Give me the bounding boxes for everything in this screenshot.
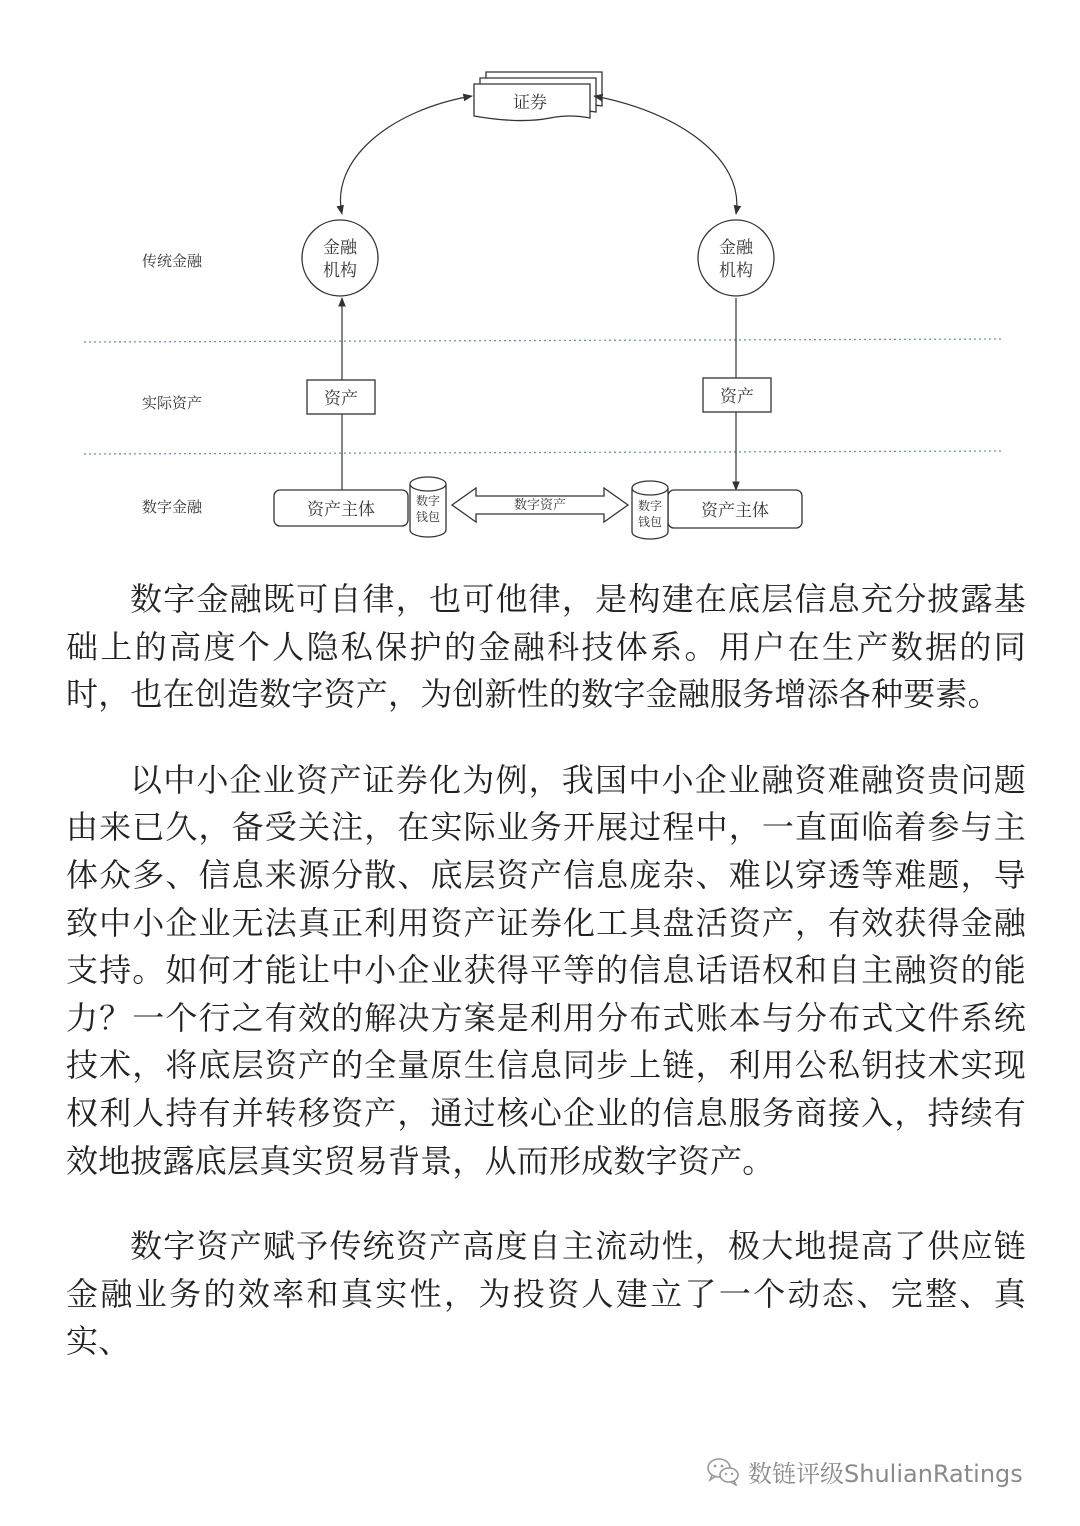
paragraph-2: 以中小企业资产证券化为例，我国中小企业融资难融资贵问题由来已久，备受关注，在实际业务开展过程中，一直面临着参与主体众多、信息来源分散、底层资产信息庞杂、难以穿透等难题，导致中小企业无法真正利用资产证券化工具盘活资产，有效获得金融支持。如何才能让中小企业获得平等的信息话语权和自主融资的能力？一个行之有效的解决方案是利用分布式账本与分布式文件系统技术，将底层资产的全量原生信息同步上链，利用公私钥技术实现权利人持有并转移资产，通过核心企业的信息服务商接入，持续有效地披露底层真实贸易背景，从而形成数字资产。: [66, 760, 1026, 1180]
left-entity-label: 资产主体: [307, 500, 375, 520]
right-curve-arrow: [594, 96, 737, 214]
left-curve-arrow: [340, 96, 472, 214]
right-institution-label-line2: 机构: [719, 261, 753, 281]
securities-label: 证券: [513, 93, 547, 113]
left-institution-circle: [302, 220, 378, 296]
article-body: [66, 576, 1026, 1366]
watermark-text: 数链评级ShulianRatings: [748, 1459, 1023, 1488]
right-wallet-label-line2: 钱包: [637, 515, 663, 529]
layer-label-traditional: 传统金融: [142, 252, 203, 270]
left-wallet-label-line1: 数字: [415, 494, 441, 508]
left-institution-label-line2: 机构: [323, 261, 357, 281]
right-institution-circle: [698, 220, 774, 296]
left-institution-label-line1: 金融: [323, 238, 357, 258]
layer-label-digital: 数字金融: [142, 498, 203, 516]
watermark: [706, 1454, 1023, 1488]
layer-divider-top: [84, 339, 1002, 342]
paragraph-1: 数字金融既可自律，也可他律，是构建在底层信息充分披露基础上的高度个人隐私保护的金融科技体系。用户在生产数据的同时，也在创造数字资产，为创新性的数字金融服务增添各种要素。: [66, 580, 1026, 714]
right-entity-label: 资产主体: [701, 501, 769, 521]
left-asset-label: 资产: [324, 389, 358, 409]
layer-divider-bottom: [84, 451, 1002, 454]
right-wallet-label-line1: 数字: [637, 499, 663, 513]
right-institution-label-line1: 金融: [719, 238, 753, 258]
digital-asset-transfer-label: 数字资产: [513, 498, 567, 513]
right-asset-label: 资产: [720, 387, 754, 407]
left-wallet-label-line2: 钱包: [415, 510, 441, 524]
layer-label-real-asset: 实际资产: [142, 394, 203, 412]
paragraph-3: 数字资产赋予传统资产高度自主流动性，极大地提高了供应链金融业务的效率和真实性，为投资人建立了一个动态、完整、真实、: [66, 1227, 1026, 1361]
wechat-icon: [706, 1456, 740, 1486]
diagram: [0, 0, 1080, 560]
